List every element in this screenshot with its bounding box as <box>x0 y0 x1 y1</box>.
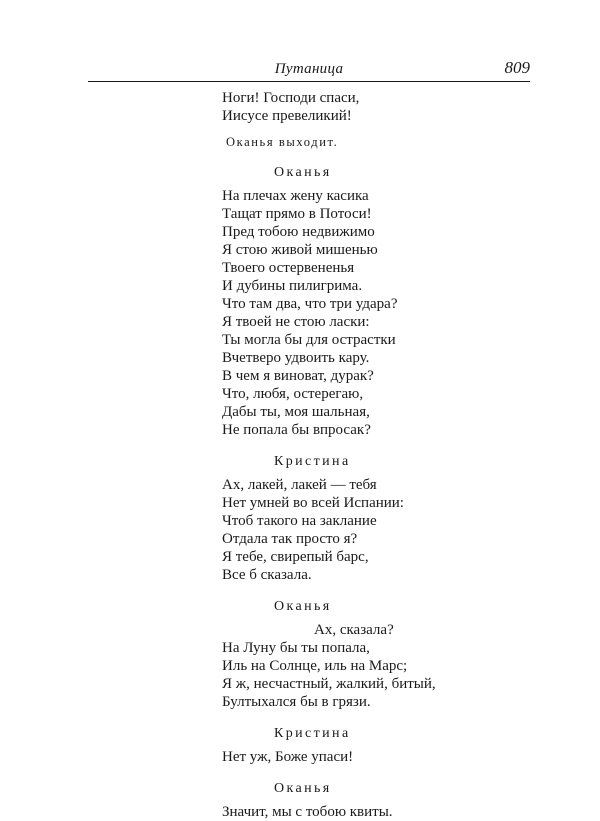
verse-line: Иль на Солнце, иль на Марс; <box>222 658 408 674</box>
verse-line: Я твоей не стою ласки: <box>222 314 370 330</box>
running-title: Путаница <box>274 61 344 77</box>
verse-line: На Луну бы ты попала, <box>222 640 370 656</box>
speech-block <box>222 453 542 584</box>
speaker-name: Оканья <box>274 599 332 614</box>
verse-line: И дубины пилигрима. <box>222 278 363 294</box>
verse-line: Все б сказала. <box>222 567 312 583</box>
verse-line: Что, любя, остерегаю, <box>222 386 364 402</box>
verse-line: Нет уж, Боже упаси! <box>222 749 354 765</box>
verse-line: Ах, сказала? <box>314 622 394 638</box>
verse-line: В чем я виноват, дурак? <box>222 368 374 384</box>
speaker-name: Кристина <box>274 726 351 741</box>
verse-line: Ты могла бы для острастки <box>222 332 396 348</box>
verse-line: Иисусе превеликий! <box>222 108 352 124</box>
verse-line: Ах, лакей, лакей — тебя <box>222 477 377 493</box>
header-rule <box>88 81 530 82</box>
verse-line: Я ж, несчастный, жалкий, битый, <box>222 676 436 692</box>
verse-line: Не попала бы впросак? <box>222 422 371 438</box>
speech-block <box>222 164 542 439</box>
verse-line: Нет умней во всей Испании: <box>222 495 404 511</box>
verse-line: Ноги! Господи спаси, <box>222 90 360 106</box>
verse-line: Чтоб такого на заклание <box>222 513 377 529</box>
verse-line: Твоего остервененья <box>222 260 355 276</box>
verse-line: Что там два, что три удара? <box>222 296 398 312</box>
page-header <box>88 58 530 82</box>
verse-line: Вчетверо удвоить кару. <box>222 350 370 366</box>
verse-line: Я стою живой мишенью <box>222 242 378 258</box>
verse-line: Я тебе, свирепый барс, <box>222 549 369 565</box>
verse-line: Дабы ты, моя шальная, <box>222 404 370 420</box>
verse-line: Бултыхался бы в грязи. <box>222 694 371 710</box>
speech-block <box>222 725 542 766</box>
stage-direction: Оканья выходит. <box>226 135 339 149</box>
speaker-name: Оканья <box>274 781 332 796</box>
verse-line: Тащат прямо в Потоси! <box>222 206 372 222</box>
verse-line: Отдала так просто я? <box>222 531 358 547</box>
verse-line: Пред тобою недвижимо <box>222 224 375 240</box>
speech-block <box>222 598 542 711</box>
page-number: 809 <box>504 58 530 77</box>
verse-line: На плечах жену касика <box>222 188 369 204</box>
speaker-name: Кристина <box>274 454 351 469</box>
speech-block <box>222 780 542 821</box>
verse-line: Значит, мы с тобою квиты. <box>222 804 393 820</box>
play-text <box>222 89 542 821</box>
speaker-name: Оканья <box>274 165 332 180</box>
